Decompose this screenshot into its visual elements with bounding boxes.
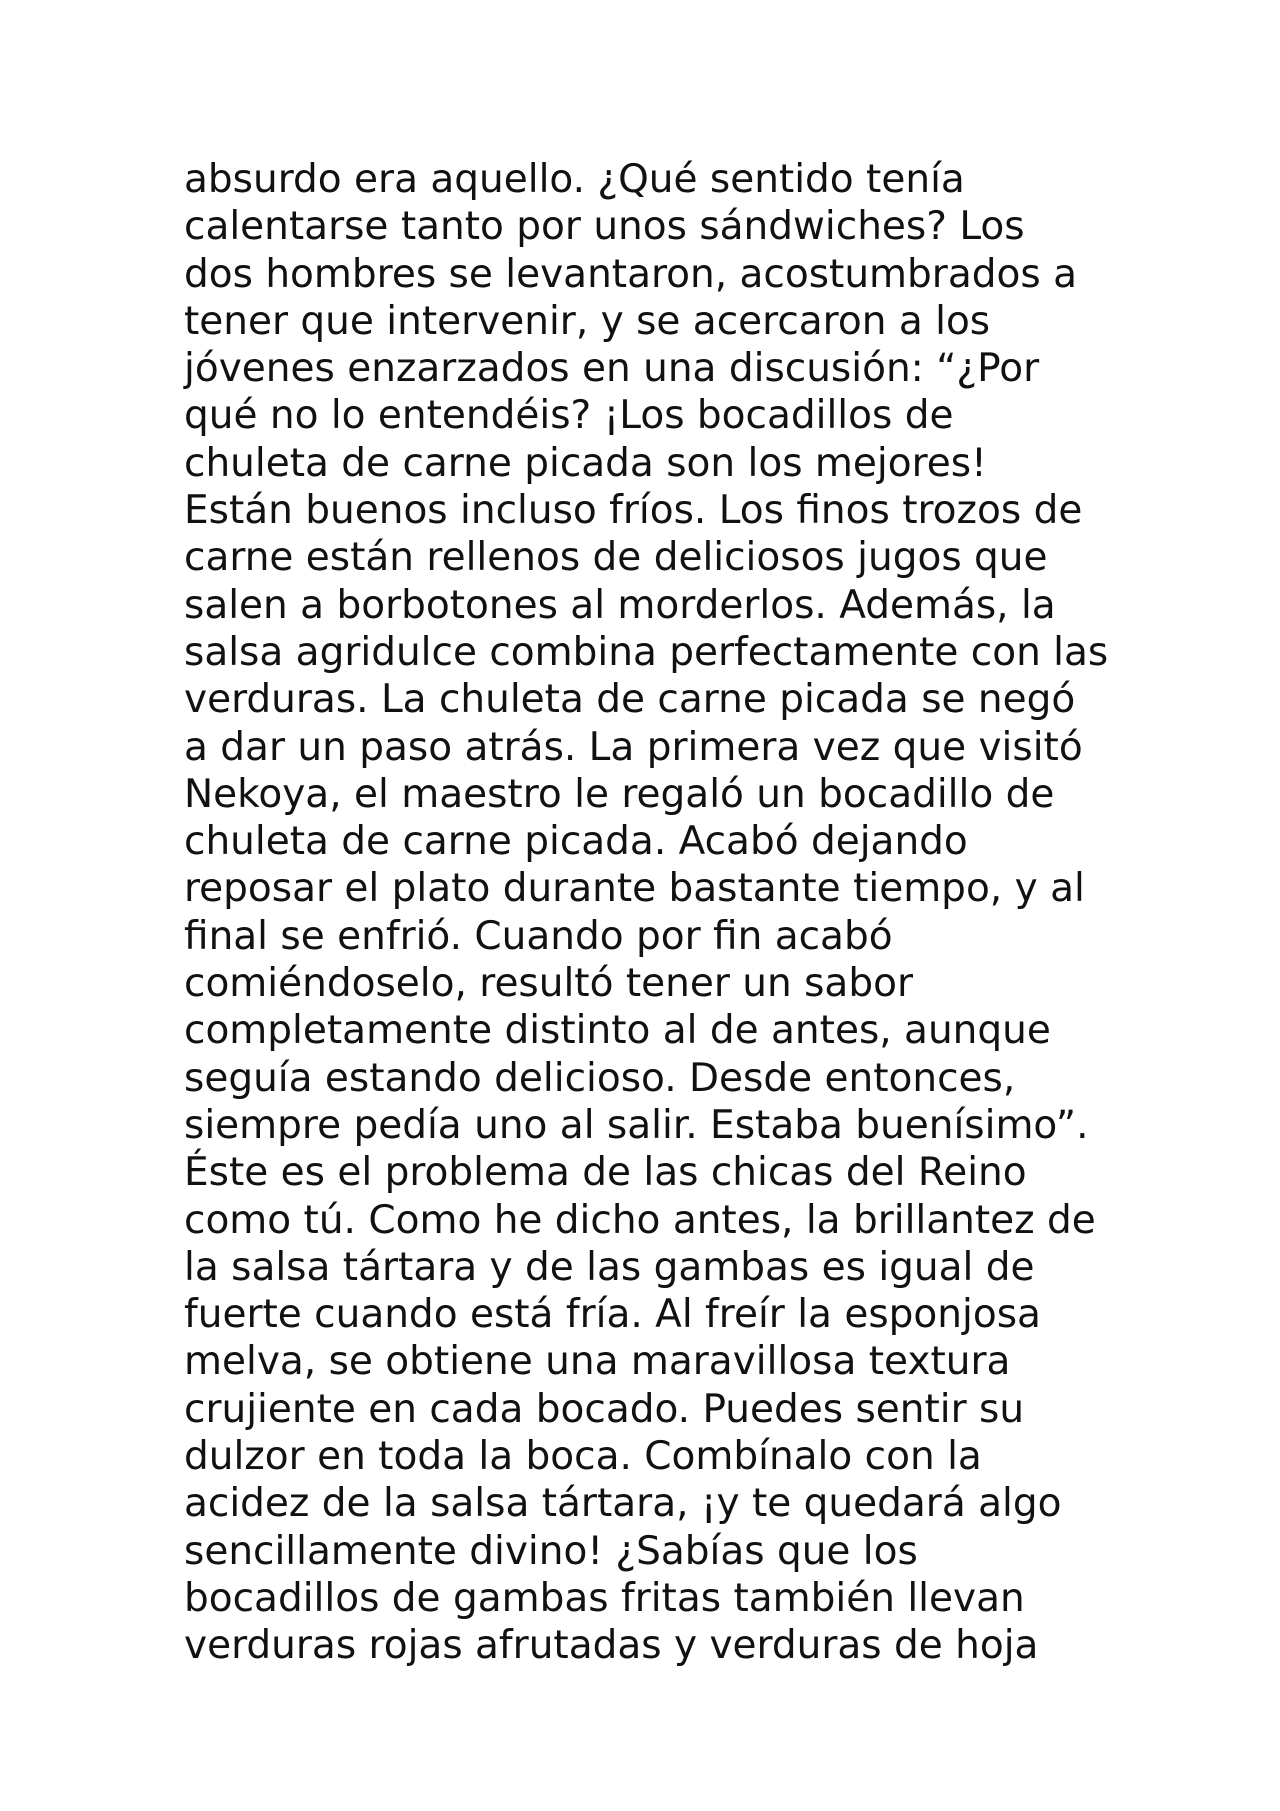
text-line: dos hombres se levantaron, acostumbrados a — [184, 251, 1077, 297]
text-line: qué no lo entendéis? ¡Los bocadillos de — [184, 393, 954, 439]
text-line: dulzor en toda la boca. Combínalo con la — [184, 1434, 982, 1480]
text-line: Éste es el problema de las chicas del Reino — [184, 1150, 1027, 1196]
text-line: fuerte cuando está fría. Al freír la esponjosa — [184, 1292, 1041, 1338]
text-line: comiéndoselo, resultó tener un sabor — [184, 961, 913, 1007]
text-line: Están buenos incluso fríos. Los finos trozos de — [184, 488, 1083, 534]
text-line: chuleta de carne picada son los mejores! — [184, 440, 987, 486]
text-line: verduras. La chuleta de carne picada se negó — [184, 677, 1076, 723]
text-line: final se enfrió. Cuando por fin acabó — [184, 913, 893, 959]
text-line: jóvenes enzarzados en una discusión: “¿Por — [184, 346, 1040, 392]
text-line: salen a borbotones al morderlos. Además, la — [184, 582, 1056, 628]
text-line: sencillamente divino! ¿Sabías que los — [184, 1528, 918, 1574]
text-line: absurdo era aquello. ¿Qué sentido tenía — [184, 157, 965, 202]
text-line: reposar el plato durante bastante tiempo, y al — [184, 866, 1085, 912]
text-line: verduras rojas afrutadas y verduras de hoja — [184, 1623, 1039, 1669]
text-line: salsa agridulce combina perfectamente con las — [184, 629, 1109, 675]
text-line: como tú. Como he dicho antes, la brillantez de — [184, 1197, 1096, 1243]
text-line: melva, se obtiene una maravillosa textura — [184, 1339, 1011, 1385]
text-line: bocadillos de gambas fritas también llevan — [184, 1575, 1025, 1621]
body-text — [184, 156, 1124, 1670]
text-line: seguía estando delicioso. Desde entonces, — [184, 1055, 1016, 1101]
text-line: tener que intervenir, y se acercaron a los — [184, 298, 991, 344]
text-line: la salsa tártara y de las gambas es igual de — [184, 1244, 1035, 1290]
text-line: completamente distinto al de antes, aunque — [184, 1008, 1051, 1054]
text-line: chuleta de carne picada. Acabó dejando — [184, 819, 968, 865]
text-line: calentarse tanto por unos sándwiches? Los — [184, 204, 1025, 250]
text-line: Nekoya, el maestro le regaló un bocadillo de — [184, 771, 1055, 817]
text-line: carne están rellenos de deliciosos jugos que — [184, 535, 1048, 581]
text-line: a dar un paso atrás. La primera vez que visitó — [184, 724, 1083, 770]
text-line: siempre pedía uno al salir. Estaba buenísimo”. — [184, 1102, 1089, 1148]
text-line: crujiente en cada bocado. Puedes sentir su — [184, 1386, 1025, 1432]
text-line: acidez de la salsa tártara, ¡y te quedará algo — [184, 1481, 1062, 1527]
